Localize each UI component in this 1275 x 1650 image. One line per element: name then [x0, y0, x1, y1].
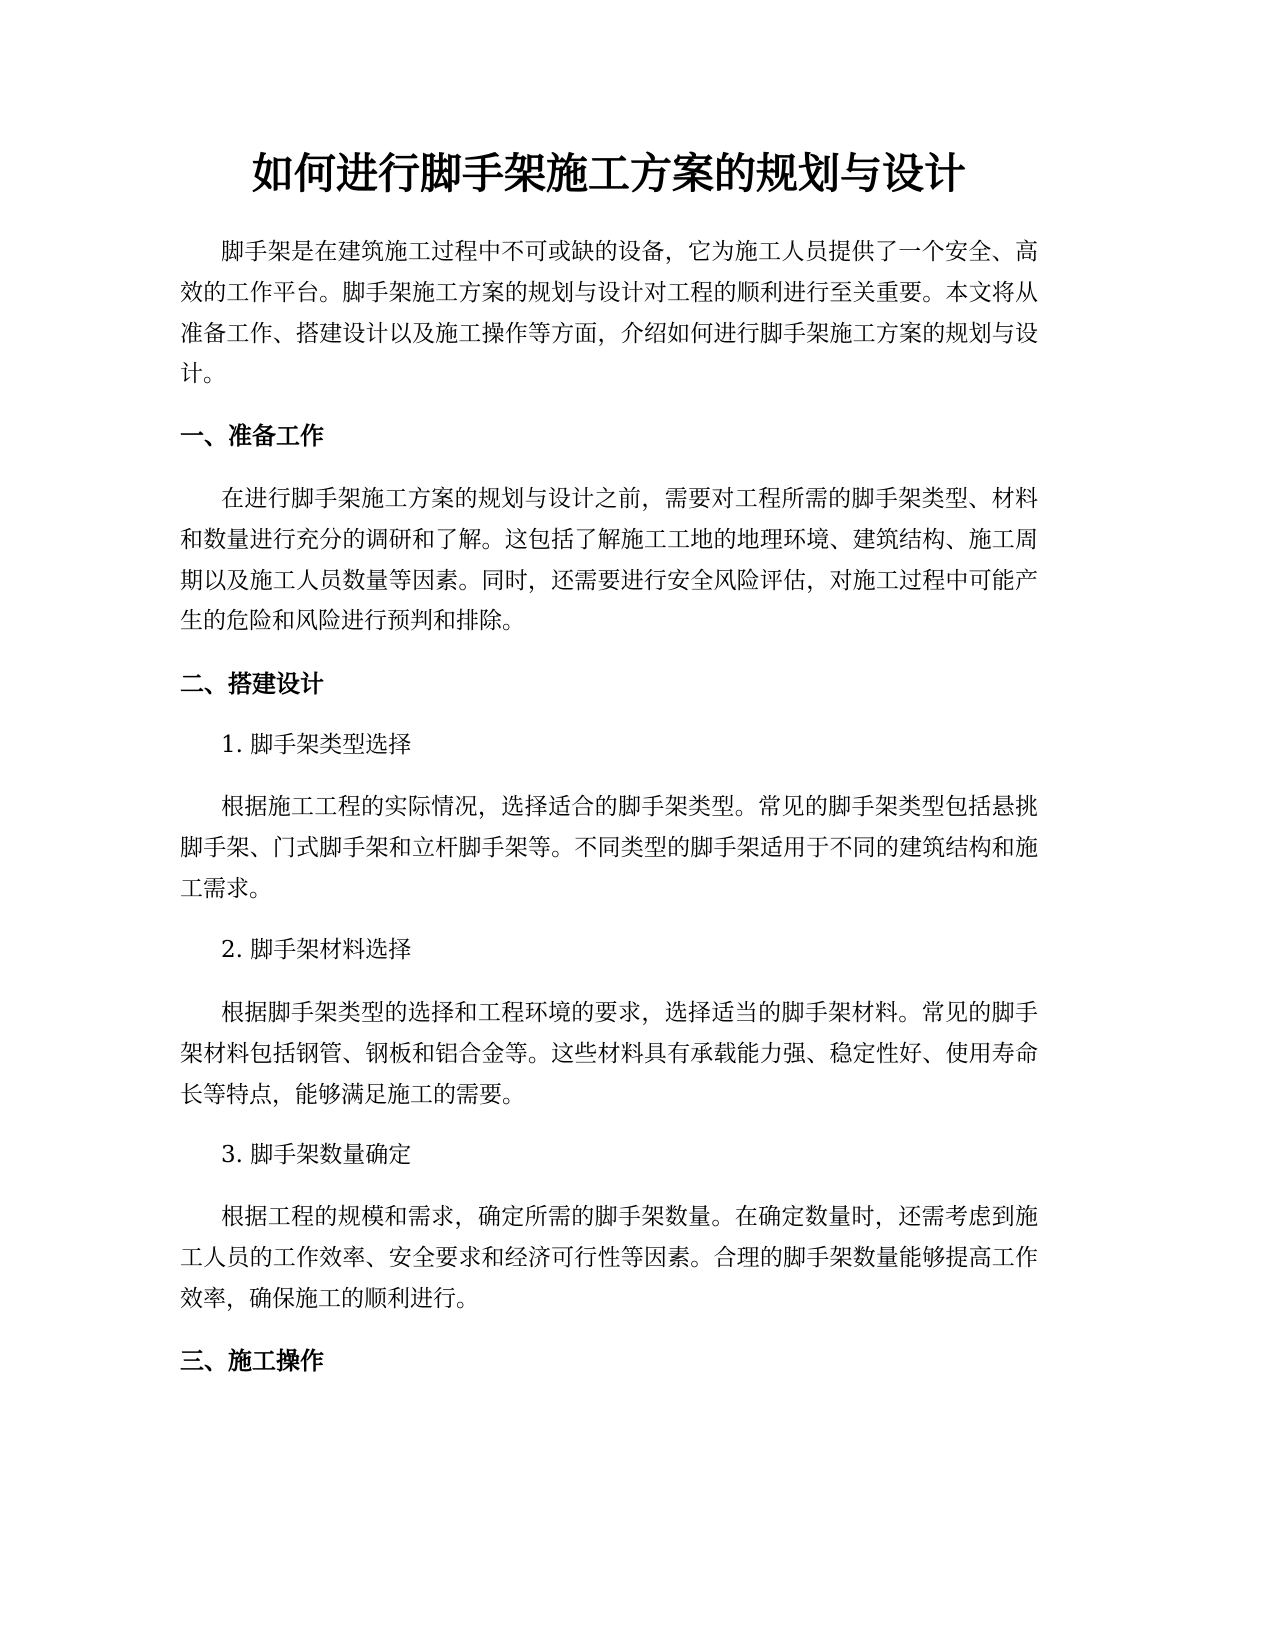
subitem-label-material: 2. 脚手架材料选择: [221, 937, 412, 963]
subitem-label-quantity: 3. 脚手架数量确定: [221, 1142, 412, 1168]
subitem-paragraph-quantity: 根据工程的规模和需求，确定所需的脚手架数量。在确定数量时，还需考虑到施工人员的工作效率、安全要求和经济可行性等因素。合理的脚手架数量能够提高工作效率，确保施工的顺利进行。: [180, 1204, 1038, 1312]
subitem-paragraph-type: 根据施工工程的实际情况，选择适合的脚手架类型。常见的脚手架类型包括悬挑脚手架、门式脚手架和立杆脚手架等。不同类型的脚手架适用于不同的建筑结构和施工需求。: [180, 794, 1038, 902]
section-heading-preparation: 一、准备工作: [180, 422, 324, 450]
section-heading-operation: 三、施工操作: [180, 1347, 324, 1375]
intro-paragraph: 脚手架是在建筑施工过程中不可或缺的设备，它为施工人员提供了一个安全、高效的工作平台。脚手架施工方案的规划与设计对工程的顺利进行至关重要。本文将从准备工作、搭建设计以及施工操作等方面，介绍如何进行脚手架施工方案的规划与设计。: [180, 239, 1038, 388]
subitem-label-type: 1. 脚手架类型选择: [221, 732, 412, 758]
page-title: 如何进行脚手架施工方案的规划与设计: [251, 149, 966, 198]
section-paragraph-preparation: 在进行脚手架施工方案的规划与设计之前，需要对工程所需的脚手架类型、材料和数量进行充分的调研和了解。这包括了解施工工地的地理环境、建筑结构、施工周期以及施工人员数量等因素。同时，还需要进行安全风险评估，对施工过程中可能产生的危险和风险进行预判和排除。: [180, 486, 1038, 635]
section-heading-design: 二、搭建设计: [180, 670, 324, 698]
subitem-paragraph-material: 根据脚手架类型的选择和工程环境的要求，选择适当的脚手架材料。常见的脚手架材料包括钢管、钢板和铝合金等。这些材料具有承载能力强、稳定性好、使用寿命长等特点，能够满足施工的需要。: [180, 1000, 1038, 1108]
